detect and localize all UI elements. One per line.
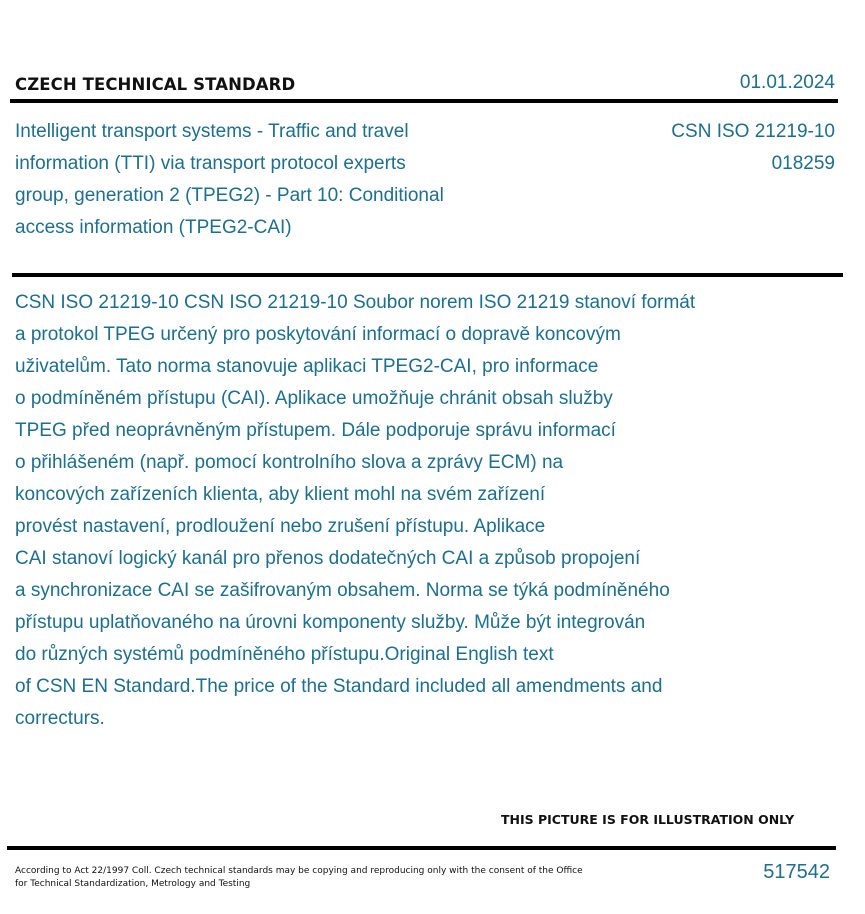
description-line: přístupu uplatňovaného na úrovni komponenty služby. Může být integrován	[15, 612, 646, 633]
standard-codes	[671, 116, 835, 180]
illustration-notice: THIS PICTURE IS FOR ILLUSTRATION ONLY	[501, 812, 795, 827]
description-line: CAI stanoví logický kanál pro přenos dodatečných CAI a způsob propojení	[15, 548, 641, 569]
header-divider	[10, 99, 838, 103]
legal-note-line: for Technical Standardization, Metrology and Testing	[15, 879, 251, 889]
description-line: koncových zařízeních klienta, aby klient mohl na svém zařízení	[15, 484, 546, 505]
standard-title-line: access information (TPEG2-CAI)	[15, 217, 292, 238]
description-line: of CSN EN Standard.The price of the Standard included all amendments and	[15, 676, 663, 697]
description-line: correcturs.	[15, 708, 105, 729]
description-line: provést nastavení, prodloužení nebo zrušení přístupu. Aplikace	[15, 516, 546, 537]
standard-title-line: information (TTI) via transport protocol experts	[15, 153, 406, 174]
description-line: a protokol TPEG určený pro poskytování informací o dopravě koncovým	[15, 324, 621, 345]
catalog-number: 018259	[771, 153, 835, 174]
legal-note	[15, 865, 585, 891]
legal-note-line: According to Act 22/1997 Coll. Czech technical standards may be copying and reproducing only with the consent of the Office	[15, 866, 583, 876]
description-line: TPEG před neoprávněným přístupem. Dále podporuje správu informací	[15, 420, 616, 441]
standard-description	[15, 287, 815, 735]
description-line: uživatelům. Tato norma stanovuje aplikaci TPEG2-CAI, pro informace	[15, 356, 599, 377]
standard-code: CSN ISO 21219-10	[671, 121, 835, 142]
section-divider	[12, 273, 843, 277]
description-line: o přihlášeném (např. pomocí kontrolního slova a zprávy ECM) na	[15, 452, 564, 473]
document-header-title: CZECH TECHNICAL STANDARD	[15, 75, 296, 94]
standard-title-line: Intelligent transport systems - Traffic and travel	[15, 121, 409, 142]
description-line: o podmíněném přístupu (CAI). Aplikace umožňuje chránit obsah služby	[15, 388, 613, 409]
standard-title	[15, 116, 515, 244]
document-date: 01.01.2024	[739, 72, 835, 93]
standard-title-line: group, generation 2 (TPEG2) - Part 10: Conditional	[15, 185, 444, 206]
footer-number: 517542	[763, 861, 830, 883]
description-line: do různých systémů podmíněného přístupu.Original English text	[15, 644, 554, 665]
description-line: CSN ISO 21219-10 CSN ISO 21219-10 Soubor norem ISO 21219 stanoví formát	[15, 292, 696, 313]
description-line: a synchronizace CAI se zašifrovaným obsahem. Norma se týká podmíněného	[15, 580, 670, 601]
footer-divider	[7, 846, 836, 850]
